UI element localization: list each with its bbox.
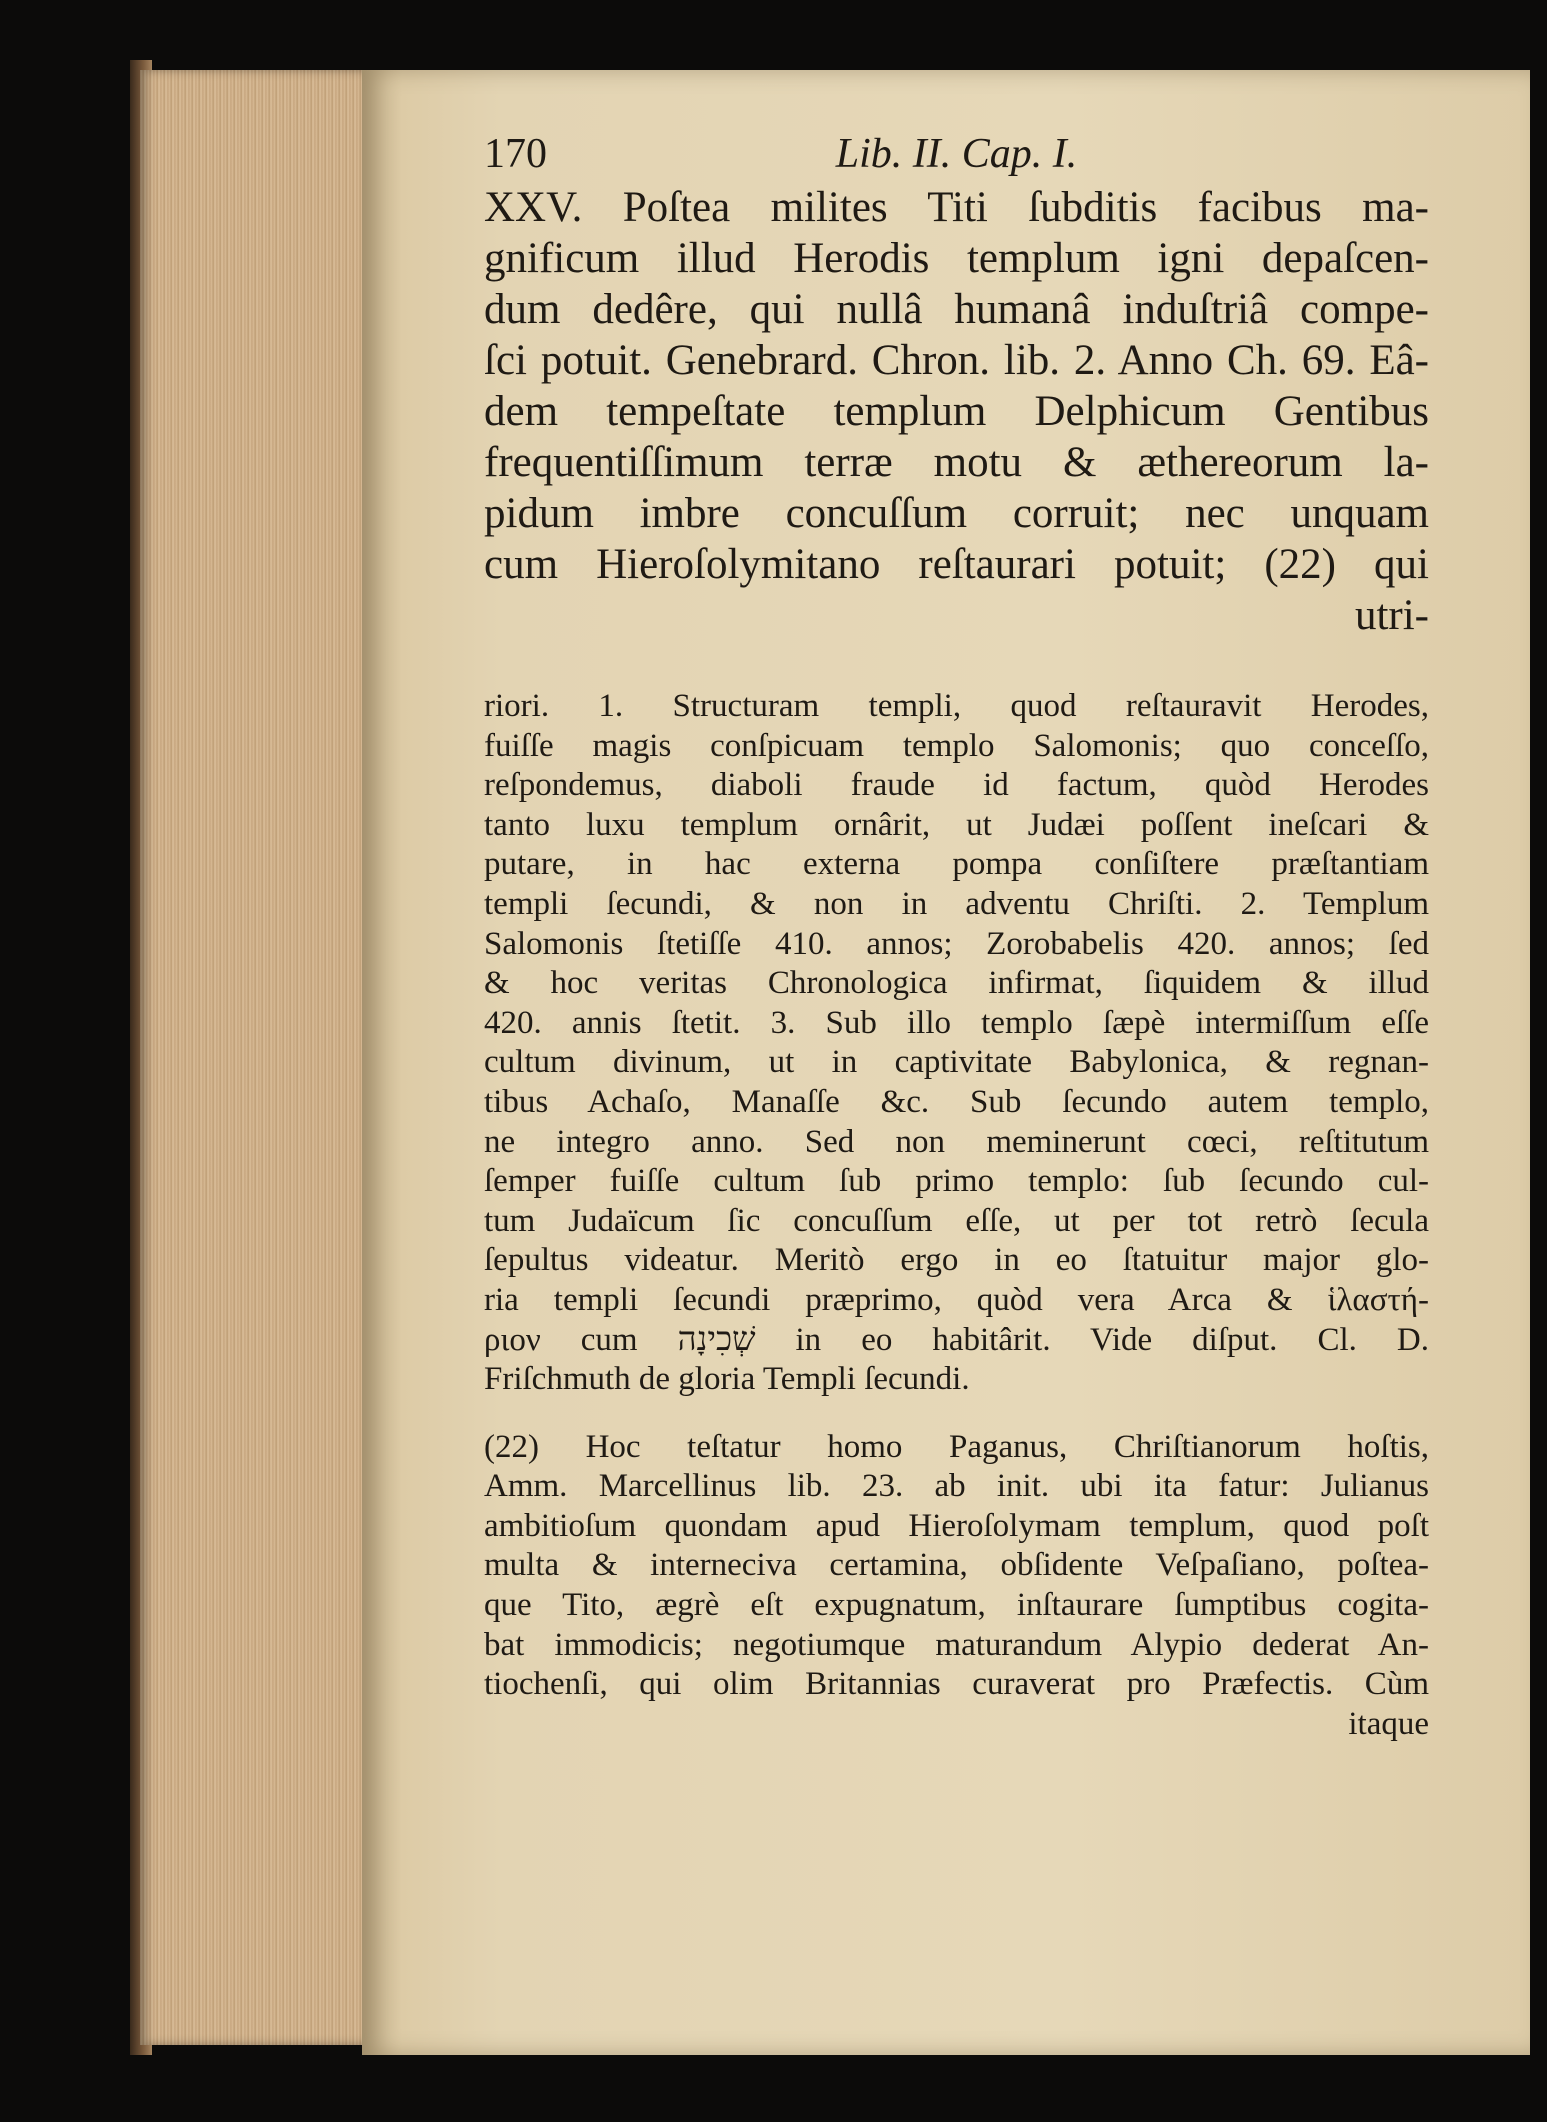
footnote-last-line: Friſchmuth de gloria Templi ſecundi.	[484, 1361, 970, 1398]
main-text-line: frequentiſſimum terræ motu & æthereorum la-	[484, 439, 1429, 486]
page-number: 170	[484, 131, 547, 177]
footnote-line: & hoc veritas Chronologica infirmat, ſiquidem & illud	[484, 965, 1429, 1002]
footnote-catchword: itaque	[1348, 1705, 1429, 1742]
footnote-line: (22) Hoc teſtatur homo Paganus, Chriſtianorum hoſtis,	[484, 1428, 1429, 1465]
footnote-line: ſemper fuiſſe cultum ſub primo templo: ſub ſecundo cul-	[484, 1163, 1429, 1200]
spacer	[484, 641, 1429, 687]
main-text-line: pidum imbre concuſſum corruit; nec unquam	[484, 490, 1429, 537]
main-text-line: cum Hieroſolymitano reſtaurari potuit; (22) qui	[484, 541, 1429, 588]
main-text-line: dem tempeſtate templum Delphicum Gentibus	[484, 388, 1429, 435]
running-title: Lib. II. Cap. I.	[835, 131, 1078, 177]
footnote-line: tum Judaïcum ſic concuſſum eſſe, ut per tot retrò ſecula	[484, 1202, 1429, 1239]
footnote-line: que Tito, ægrè eſt expugnatum, inſtaurare ſumptibus cogita-	[484, 1587, 1429, 1624]
footnote-line: reſpondemus, diaboli fraude id factum, quòd Herodes	[484, 767, 1429, 804]
footnote-line: ne integro anno. Sed non meminerunt cœci, reſtitutum	[484, 1123, 1429, 1160]
book-page	[362, 70, 1530, 2055]
footnote-line: ριον cum שְׁכִינָה in eo habitârit. Vide diſput. Cl. D.	[484, 1321, 1429, 1358]
footnote-line: 420. annis ſtetit. 3. Sub illo templo ſæpè intermiſſum eſſe	[484, 1004, 1429, 1041]
footnote-line: riori. 1. Structuram templi, quod reſtauravit Herodes,	[484, 688, 1429, 724]
footnote-1	[484, 687, 1429, 1400]
main-text-line: XXV. Poſtea milites Titi ſubditis facibus ma-	[484, 184, 1429, 231]
footnote-22	[484, 1428, 1429, 1745]
footnote-line: ria templi ſecundi præprimo, quòd vera Arca & ἱλαστή-	[484, 1281, 1429, 1318]
footnote-line: fuiſſe magis conſpicuam templo Salomonis; quo conceſſo,	[484, 727, 1429, 764]
footnote-line: tanto luxu templum ornârit, ut Judæi poſſent ineſcari &	[484, 806, 1429, 843]
footnote-line: templi ſecundi, & non in adventu Chriſti. 2. Templum	[484, 885, 1429, 922]
footnote-line: tiochenſi, qui olim Britannias curaverat pro Præfectis. Cùm	[484, 1666, 1429, 1703]
text-block	[484, 122, 1429, 1744]
main-text-line: ſci potuit. Genebrard. Chron. lib. 2. Anno Ch. 69. Eâ-	[484, 337, 1429, 384]
spacer	[484, 1400, 1429, 1428]
main-text	[484, 182, 1429, 641]
footnote-line: multa & interneciva certamina, obſidente Veſpaſiano, poſtea-	[484, 1547, 1429, 1584]
footnote-line: ſepultus videatur. Meritò ergo in eo ſtatuitur major glo-	[484, 1242, 1429, 1279]
footnote-line: ambitioſum quondam apud Hieroſolymam templum, quod poſt	[484, 1507, 1429, 1544]
footnote-line: Amm. Marcellinus lib. 23. ab init. ubi ita fatur: Julianus	[484, 1468, 1429, 1505]
main-catchword: utri-	[1354, 592, 1429, 639]
footnote-line: bat immodicis; negotiumque maturandum Alypio dederat An-	[484, 1626, 1429, 1663]
footnote-line: Salomonis ſtetiſſe 410. annos; Zorobabelis 420. annos; ſed	[484, 925, 1429, 962]
footnote-line: cultum divinum, ut in captivitate Babylonica, & regnan-	[484, 1044, 1429, 1081]
main-text-line: gnificum illud Herodis templum igni depaſcen-	[484, 235, 1429, 282]
footnote-line: putare, in hac externa pompa conſiſtere præſtantiam	[484, 846, 1429, 883]
main-text-line: dum dedêre, qui nullâ humanâ induſtriâ compe-	[484, 286, 1429, 333]
page-header	[484, 122, 1429, 182]
page-edges	[140, 70, 370, 2045]
footnote-line: tibus Achaſo, Manaſſe &c. Sub ſecundo autem templo,	[484, 1083, 1429, 1120]
